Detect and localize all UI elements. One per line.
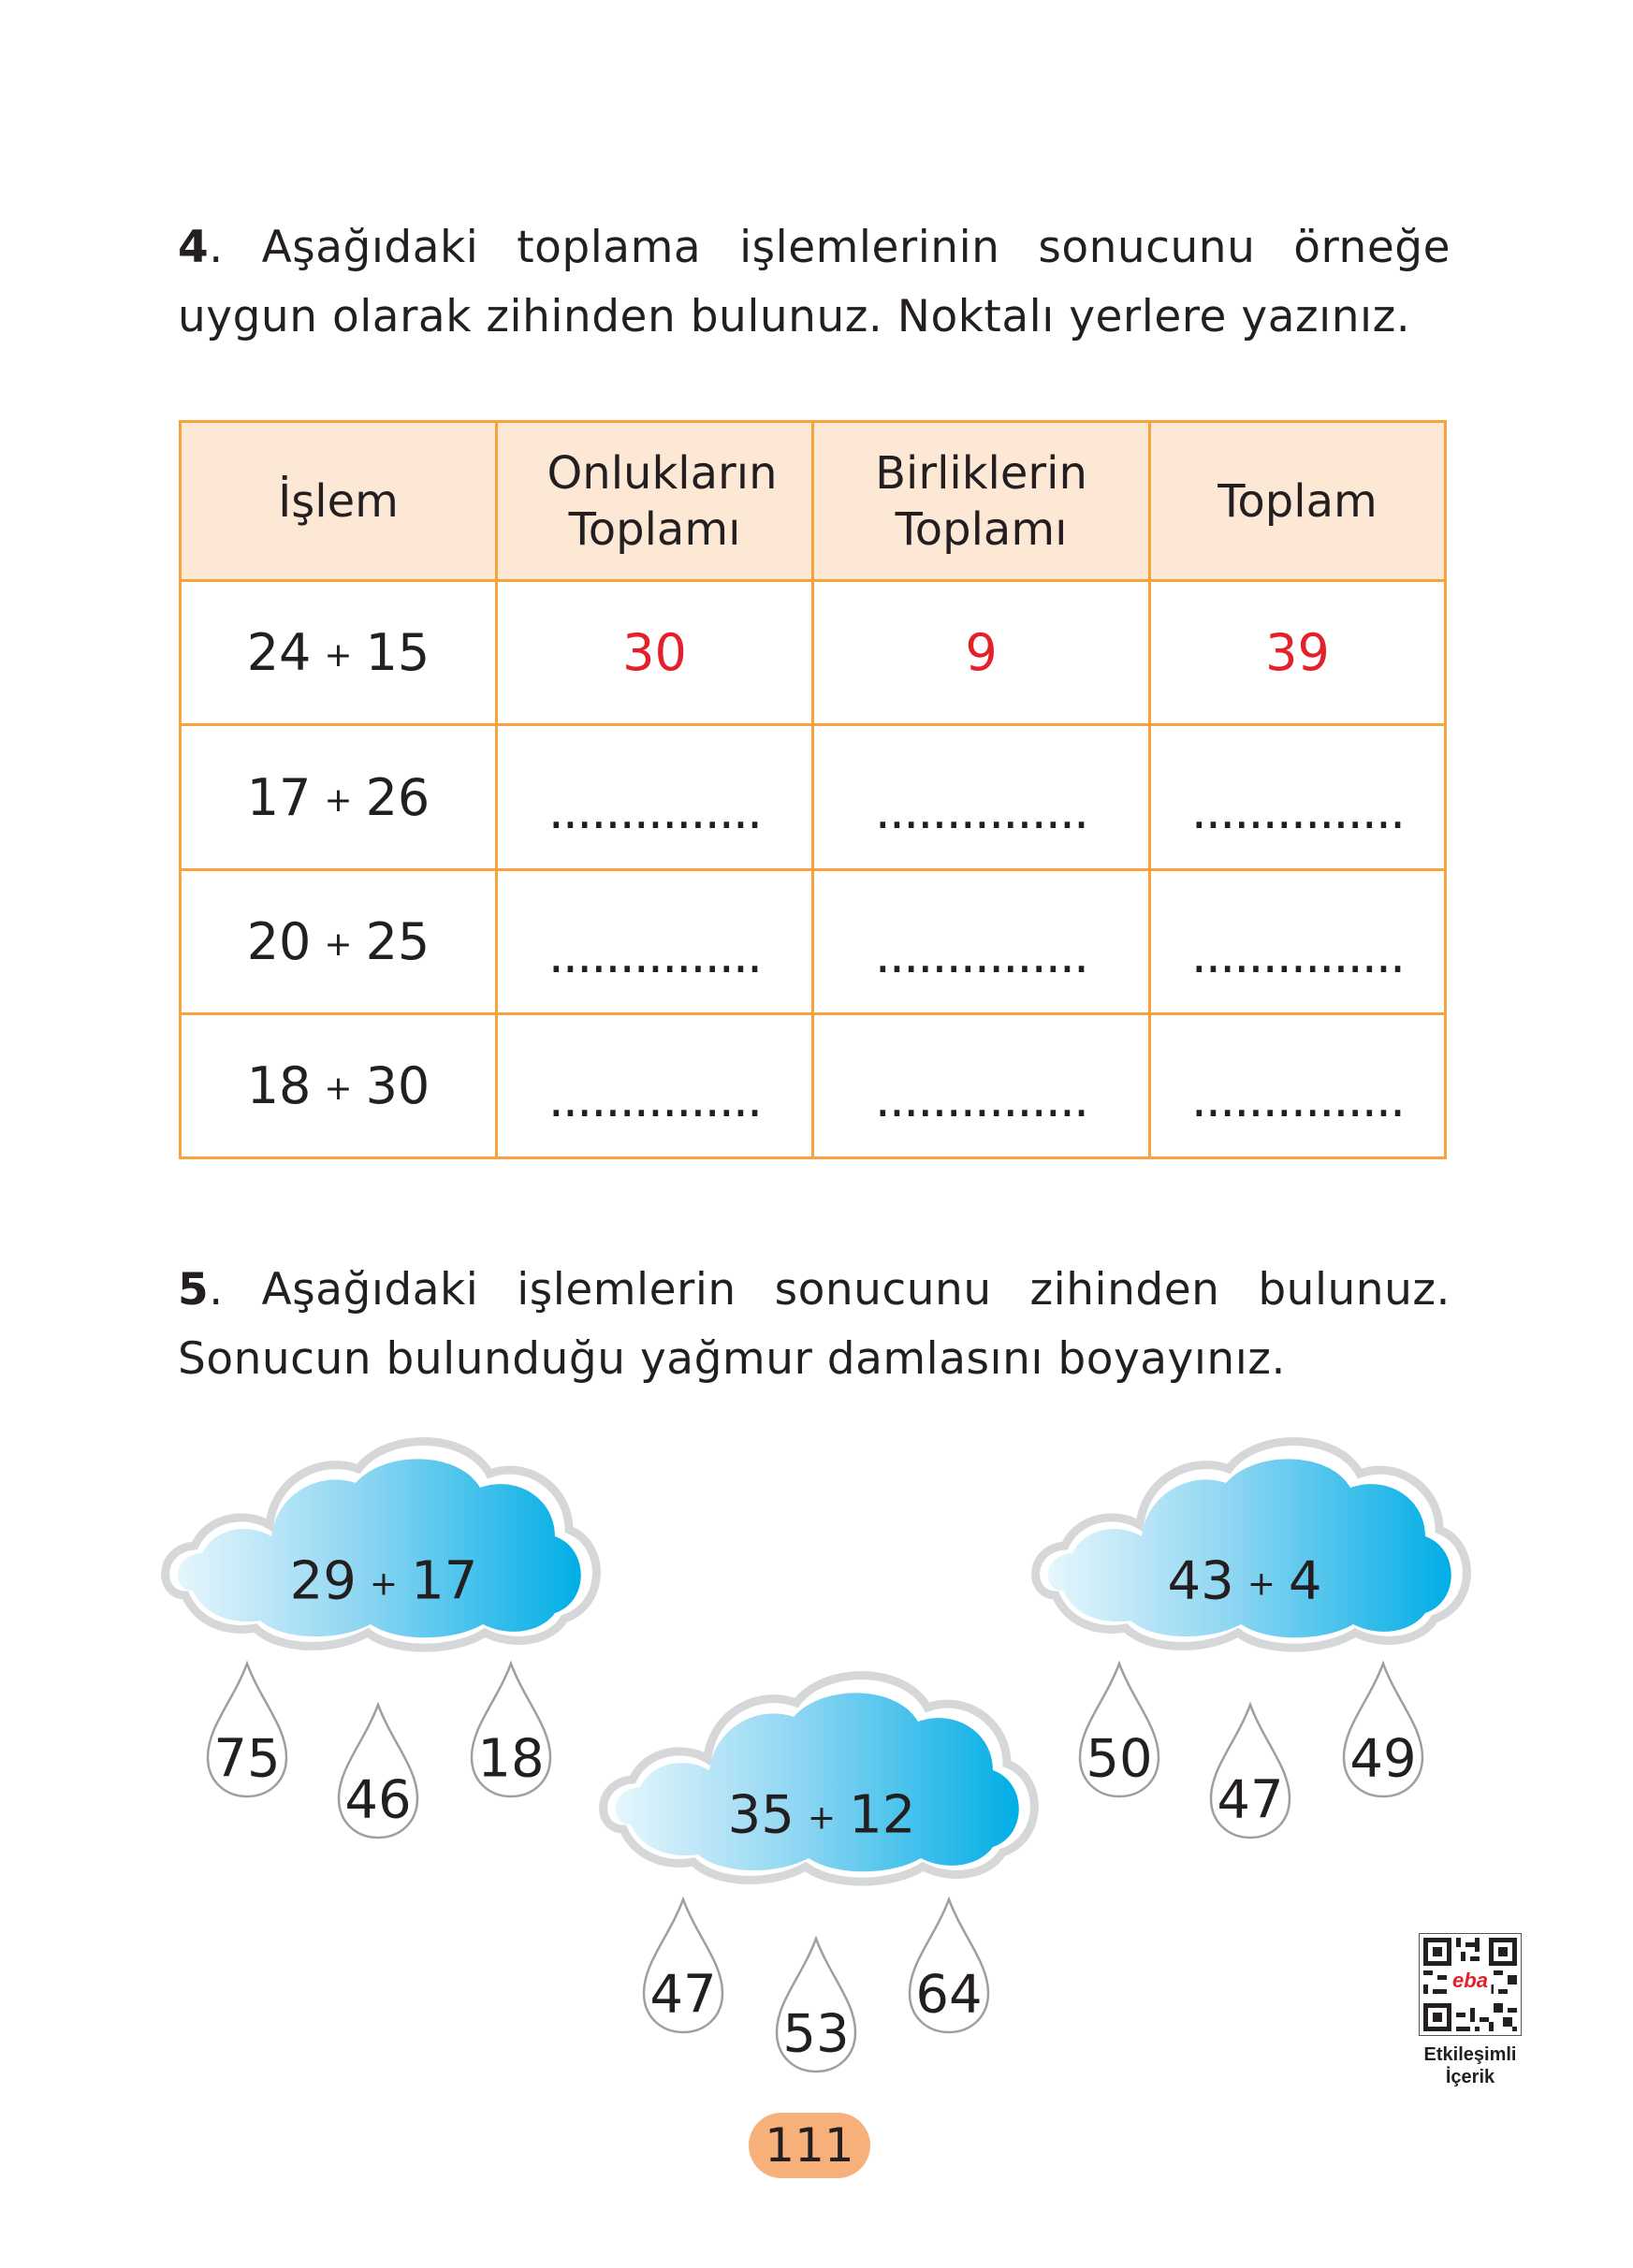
cloud-operation-label: 35 + 12: [727, 1784, 916, 1846]
qr-caption: Etkileşimli İçerik: [1423, 2044, 1517, 2087]
tens-sum-blank[interactable]: ...............: [497, 869, 813, 1013]
raindrop-number: 50: [1086, 1728, 1153, 1790]
tens-sum-cell: 30: [497, 581, 813, 725]
ones-sum-blank[interactable]: ...............: [813, 1013, 1150, 1157]
header-total: Toplam: [1150, 422, 1446, 581]
raindrop-number: 47: [649, 1964, 717, 2026]
total-blank[interactable]: ...............: [1150, 725, 1446, 869]
total-cell: 39: [1150, 581, 1446, 725]
ones-sum-blank[interactable]: ...............: [813, 869, 1150, 1013]
ones-sum-blank[interactable]: ...............: [813, 725, 1150, 869]
header-tens-sum: Onlukların Toplamı: [497, 422, 813, 581]
cloud-43-plus-4: [1036, 1442, 1467, 1649]
raindrop-number: 53: [782, 2003, 850, 2065]
total-blank[interactable]: ...............: [1150, 869, 1446, 1013]
header-operation: İşlem: [181, 422, 497, 581]
cloud-operation-label: 29 + 17: [289, 1550, 478, 1612]
cloud-35-plus-12: [604, 1676, 1035, 1883]
raindrop-number: 75: [213, 1728, 281, 1790]
question-4-instruction: . Aşağıdaki toplama işlemlerinin sonucunu örneğe uygun olarak zihinden bulunuz. Noktalı yerlere yazınız.: [178, 222, 1451, 342]
eba-logo: eba: [1452, 1969, 1488, 1992]
tens-sum-blank[interactable]: ...............: [497, 1013, 813, 1157]
raindrop-number: 64: [915, 1964, 983, 2026]
ones-sum-cell: 9: [813, 581, 1150, 725]
cloud-operation-label: 43 + 4: [1167, 1550, 1322, 1612]
raindrop-number: 49: [1349, 1728, 1417, 1790]
page-number: 111: [749, 2113, 870, 2178]
question-5-number: 5: [178, 1264, 210, 1316]
raindrop-number: 46: [344, 1769, 412, 1831]
question-4-number: 4: [178, 222, 210, 273]
operation-cell: 18 + 30: [181, 1013, 497, 1157]
total-blank[interactable]: ...............: [1150, 1013, 1446, 1157]
operation-cell: 24 + 15: [181, 581, 497, 725]
raindrop-number: 47: [1217, 1769, 1284, 1831]
raindrop-number: 18: [477, 1728, 545, 1790]
interactive-content-qr[interactable]: [1419, 1933, 1522, 2088]
operation-cell: 17 + 26: [181, 725, 497, 869]
cloud-29-plus-17: [166, 1442, 597, 1649]
header-ones-sum: Birliklerin Toplamı: [813, 422, 1150, 581]
tens-sum-blank[interactable]: ...............: [497, 725, 813, 869]
operation-cell: 20 + 25: [181, 869, 497, 1013]
question-5-instruction: . Aşağıdaki işlemlerin sonucunu zihinden bulunuz. Sonucun bulunduğu yağmur damlasını boyayınız.: [178, 1264, 1451, 1385]
